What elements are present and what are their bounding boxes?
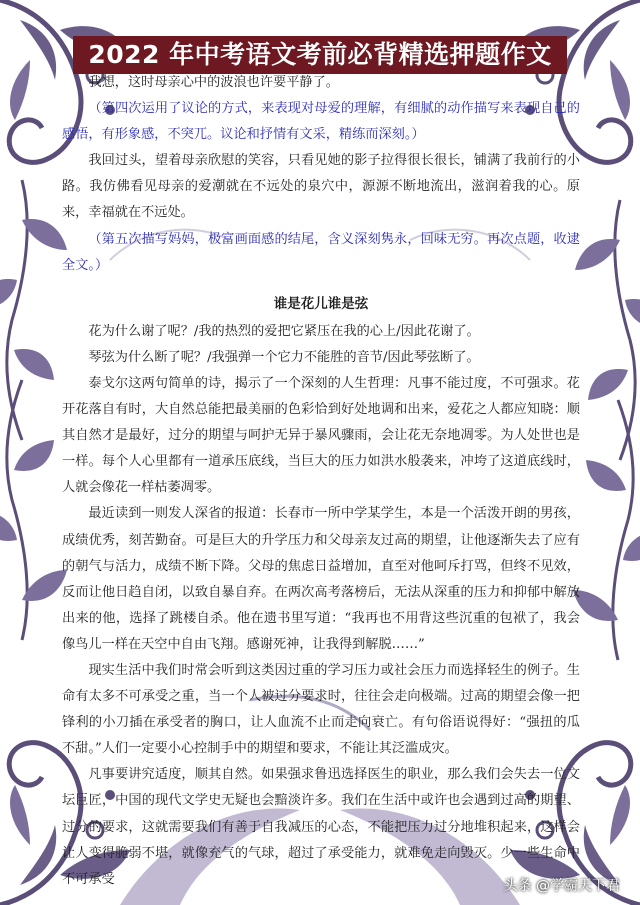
essay-paragraph: 凡事要讲究适度，顺其自然。如果强求鲁迅选择医生的职业，那么我们会失去一位文坛巨匠，中国的现代文学史无疑也会黯淡许多。我们在生活中或许也会遇到过高的期望、过分的要求，这就需要我们有善于自我减压的心态，不能把压力过分地堆积起来，这样会让人变得脆弱不堪，就像充气的气球，超过了承受能力，就难免走向毁灭。少一些生命中不可承受	[62, 767, 580, 887]
essay-paragraph: 琴弦为什么断了呢？/我强弹一个它力不能胜的音节/因此琴弦断了。	[88, 349, 480, 365]
commentary-note: （第五次描写妈妈，极富画面感的结尾，含义深刻隽永，回味无穷。再次点题，收逮全文。）	[62, 231, 580, 273]
document-body	[62, 70, 580, 893]
essay-title: 谁是花儿谁是弦	[273, 295, 369, 312]
watermark-text: 头条 @学霸天下君	[503, 878, 620, 894]
page-banner-title: 2022 年中考语文考前必背精选押题作文	[73, 36, 567, 74]
essay-paragraph: 最近读到一则发人深省的报道：长春市一所中学某学生，本是一个活泼开朗的男孩，成绩优秀，刻苦勤奋。可是巨大的升学压力和父母亲友过高的期望，让他逐渐失去了应有的朝气与活力，成绩不断下降。父母的焦虑日益增加，直至对他呵斥打骂，但终不见效，反而让他日趋自闭，以致自暴自弃。在两次高考落榜后，无法从深重的压力和抑郁中解放出来的他，选择了跳楼自杀。他在遗书里写道：“我再也不用背这些沉重的包袱了，我会像鸟儿一样在天空中自由飞翔。感谢死神，让我得到解脱……”	[62, 506, 580, 652]
essay-paragraph: 泰戈尔这两句简单的诗，揭示了一个深刻的人生哲理：凡事不能过度，不可强求。花开花落自有时，大自然总能把最美丽的色彩恰到好处地调和出来，爱花之人都应知晓：顺其自然才是最好，过分的期望与呵护无异于暴风骤雨，会让花无奈地凋零。为人处世也是一样。每个人心里都有一道承压底线，当巨大的压力如洪水般袭来，冲垮了这道底线时，人就会像花一样枯萎凋零。	[62, 375, 580, 496]
essay-paragraph: 花为什么谢了呢？/我的热烈的爱把它紧压在我的心上/因此花谢了。	[88, 323, 480, 339]
essay-paragraph: 现实生活中我们时常会听到这类因过重的学习压力或社会压力而选择轻生的例子。生命有太多不可承受之重，当一个人被过分要求时，往往会走向极端。过高的期望会像一把锋利的小刀插在承受者的胸口，让人血流不止而走向衰亡。有句俗语说得好：“强扭的瓜不甜。”人们一定要小心控制手中的期望和要求，不能让其泛滥成灾。	[62, 662, 580, 757]
paragraph: 我回过头，望着母亲欣慰的笑容，只看见她的影子拉得很长很长，铺满了我前行的小路。我仿佛看见母亲的爱潮就在不远处的泉穴中，源源不断地流出，滋润着我的心。原来，幸福就在不远处。	[62, 153, 580, 221]
paragraph: 我想，这时母亲心中的波浪也许要平静了。	[88, 75, 339, 90]
commentary-note: （第四次运用了议论的方式，来表现对母爱的理解，有细腻的动作描写来表现自己的感悟，有形象感，不突兀。议论和抒情有文采，精练而深刻。）	[62, 101, 580, 143]
